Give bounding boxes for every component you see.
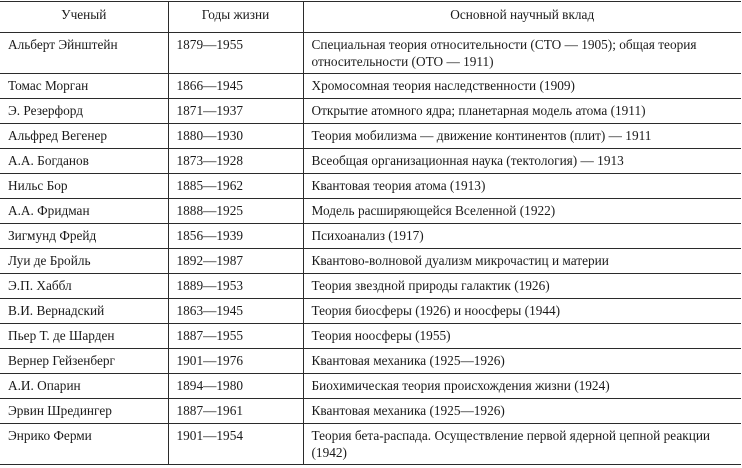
- scientific-contribution: Теория звездной природы галактик (1926): [303, 274, 741, 299]
- scientific-contribution: Теория ноосферы (1955): [303, 324, 741, 349]
- scientist-name: Луи де Бройль: [0, 249, 168, 274]
- scientific-contribution: Хромосомная теория наследственности (1909): [303, 74, 741, 99]
- scientific-contribution: Квантовая механика (1925—1926): [303, 349, 741, 374]
- scientific-contribution: Теория биосферы (1926) и ноосферы (1944): [303, 299, 741, 324]
- scientists-table: [0, 1, 741, 465]
- life-years: 1888—1925: [168, 199, 303, 224]
- scientist-name: А.И. Опарин: [0, 374, 168, 399]
- scientific-contribution: Всеобщая организационная наука (тектология) — 1913: [303, 149, 741, 174]
- scientist-name: А.А. Богданов: [0, 149, 168, 174]
- life-years: 1879—1955: [168, 33, 303, 74]
- scientific-contribution: Психоанализ (1917): [303, 224, 741, 249]
- table-row: [0, 74, 741, 99]
- table-row: [0, 224, 741, 249]
- document-page: [0, 1, 742, 468]
- life-years: 1856—1939: [168, 224, 303, 249]
- scientist-name: Вернер Гейзенберг: [0, 349, 168, 374]
- scientific-contribution: Открытие атомного ядра; планетарная модель атома (1911): [303, 99, 741, 124]
- scientist-name: Энрико Ферми: [0, 424, 168, 465]
- life-years: 1901—1976: [168, 349, 303, 374]
- life-years: 1873—1928: [168, 149, 303, 174]
- scientific-contribution: Квантовая механика (1925—1926): [303, 399, 741, 424]
- table-row: [0, 299, 741, 324]
- scientist-name: Томас Морган: [0, 74, 168, 99]
- scientist-name: Зигмунд Фрейд: [0, 224, 168, 249]
- life-years: 1889—1953: [168, 274, 303, 299]
- life-years: 1880—1930: [168, 124, 303, 149]
- scientific-contribution: Специальная теория относительности (СТО — 1905); общая теория относительности (ОТО — 1911): [303, 33, 741, 74]
- life-years: 1901—1954: [168, 424, 303, 465]
- table-row: [0, 349, 741, 374]
- table-header-row: [0, 2, 741, 33]
- life-years: 1866—1945: [168, 74, 303, 99]
- table-row: [0, 274, 741, 299]
- table-row: [0, 324, 741, 349]
- scientific-contribution: Модель расширяющейся Вселенной (1922): [303, 199, 741, 224]
- scientist-name: В.И. Вернадский: [0, 299, 168, 324]
- table-row: [0, 374, 741, 399]
- scientist-name: Э. Резерфорд: [0, 99, 168, 124]
- table-row: [0, 399, 741, 424]
- scientific-contribution: Теория мобилизма — движение континентов (плит) — 1911: [303, 124, 741, 149]
- life-years: 1871—1937: [168, 99, 303, 124]
- life-years: 1863—1945: [168, 299, 303, 324]
- table-row: [0, 99, 741, 124]
- scientist-name: Альберт Эйнштейн: [0, 33, 168, 74]
- life-years: 1894—1980: [168, 374, 303, 399]
- scientific-contribution: Теория бета-распада. Осуществление первой ядерной цепной реакции (1942): [303, 424, 741, 465]
- table-row: [0, 33, 741, 74]
- scientist-name: Нильс Бор: [0, 174, 168, 199]
- life-years: 1887—1961: [168, 399, 303, 424]
- scientist-name: Э.П. Хаббл: [0, 274, 168, 299]
- scientist-name: Пьер Т. де Шарден: [0, 324, 168, 349]
- header-contribution: Основной научный вклад: [303, 2, 741, 33]
- table-row: [0, 424, 741, 465]
- table-row: [0, 249, 741, 274]
- table-row: [0, 174, 741, 199]
- header-scientist: Ученый: [0, 2, 168, 33]
- scientist-name: Эрвин Шредингер: [0, 399, 168, 424]
- scientific-contribution: Биохимическая теория происхождения жизни (1924): [303, 374, 741, 399]
- life-years: 1885—1962: [168, 174, 303, 199]
- life-years: 1892—1987: [168, 249, 303, 274]
- table-row: [0, 149, 741, 174]
- table-row: [0, 199, 741, 224]
- scientific-contribution: Квантовая теория атома (1913): [303, 174, 741, 199]
- header-years: Годы жизни: [168, 2, 303, 33]
- table-row: [0, 124, 741, 149]
- scientist-name: Альфред Вегенер: [0, 124, 168, 149]
- scientist-name: А.А. Фридман: [0, 199, 168, 224]
- life-years: 1887—1955: [168, 324, 303, 349]
- scientific-contribution: Квантово-волновой дуализм микрочастиц и материи: [303, 249, 741, 274]
